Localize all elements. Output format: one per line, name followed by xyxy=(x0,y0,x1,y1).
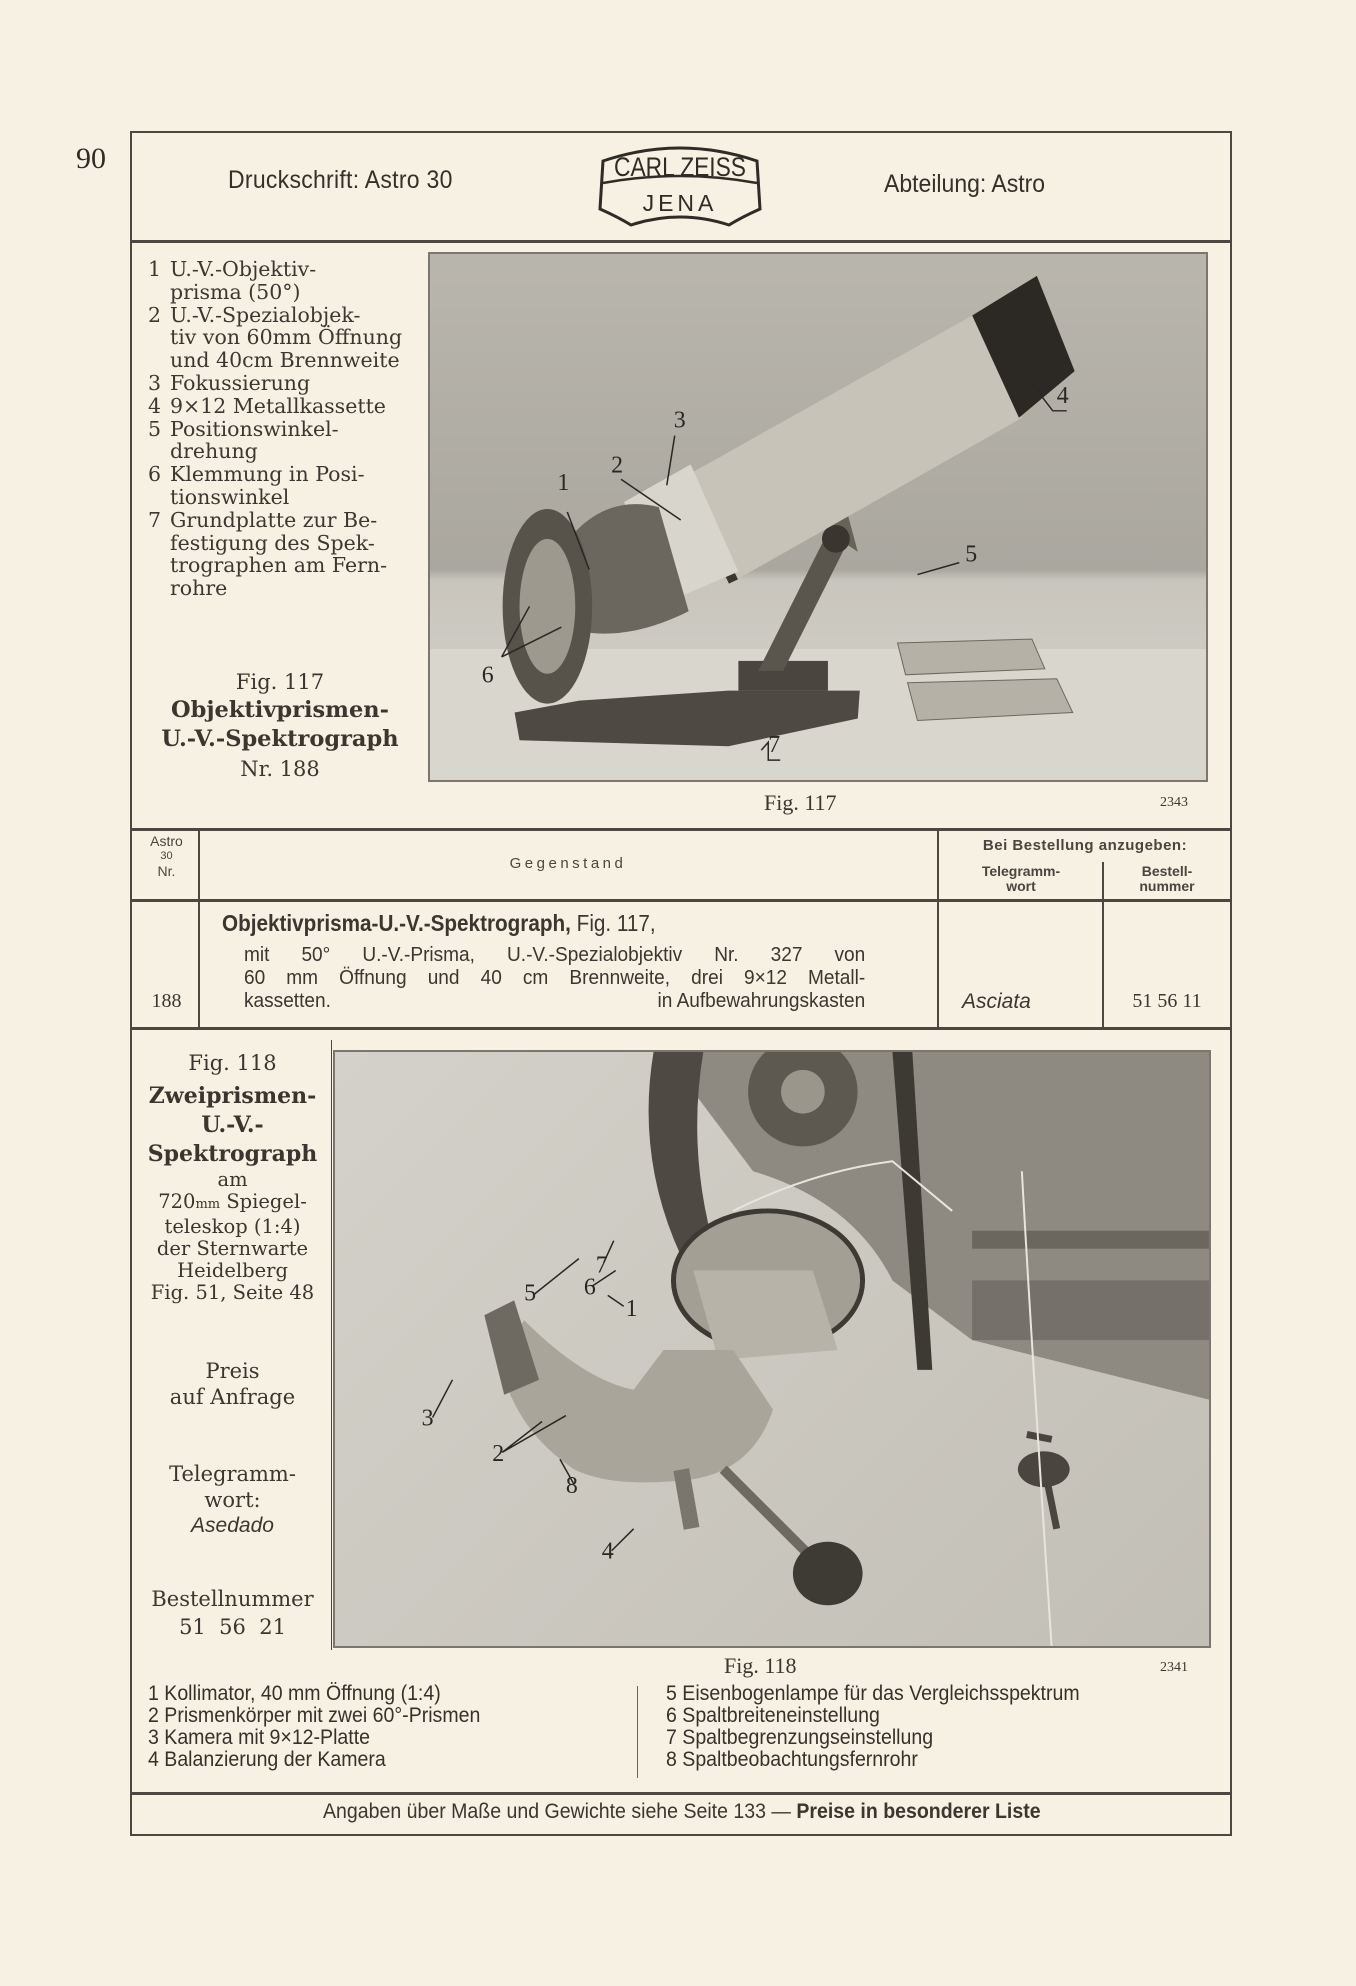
header-nr-line2: 30 xyxy=(160,850,173,862)
table-header-nr xyxy=(135,834,198,879)
fig117-legend-text: prisma (50°) xyxy=(170,279,301,304)
fig118-legend-item: 3 Kamera mit 9×12-Platte xyxy=(148,1726,370,1749)
page-number: 90 xyxy=(76,142,106,175)
row-desc-line3-left: kassetten. xyxy=(244,989,331,1012)
fig117-caption-nr: Nr. 188 xyxy=(240,757,320,781)
fig117-legend-text: und 40cm Brennweite xyxy=(170,348,400,373)
header-divider xyxy=(130,240,1232,243)
fig117-legend-number xyxy=(148,554,170,577)
fig117-legend-line xyxy=(148,281,418,304)
fig117-callout-5: 5 xyxy=(965,541,978,568)
row-desc-line1: mit 50° U.-V.-Prisma, U.-V.-Spezialobjektiv Nr. 327 von xyxy=(244,943,866,966)
fig118-legend-left xyxy=(148,1683,480,1771)
fig118-order xyxy=(135,1585,330,1641)
fig118-callout-3: 3 xyxy=(421,1405,434,1432)
fig117-legend-number: 6 xyxy=(148,462,162,487)
fig117-legend-text: festigung des Spek- xyxy=(170,530,375,555)
fig118-side-rule xyxy=(331,1040,332,1650)
fig118-telegram-word: Asedado xyxy=(191,1514,274,1537)
fig118-legend-item: 7 Spaltbegrenzungseinstellung xyxy=(666,1726,934,1749)
fig117-legend-line xyxy=(148,486,418,509)
publication-label: Druckschrift: Astro 30 xyxy=(228,166,453,194)
fig117-legend-text: tiv von 60mm Öffnung xyxy=(170,325,403,350)
fig117-legend-text: Fokussierung xyxy=(170,370,311,395)
fig117-legend-line xyxy=(148,326,418,349)
fig117-callout-2: 2 xyxy=(611,452,624,479)
row-desc-line3 xyxy=(244,989,865,1012)
table-header-item: Gegenstand xyxy=(509,855,627,872)
fig117-legend-number xyxy=(148,486,170,509)
fig117-legend-line xyxy=(148,463,418,486)
footer-divider xyxy=(130,1792,1232,1795)
fig117-legend-number xyxy=(148,577,170,600)
fig118-sub-6: Fig. 51, Seite 48 xyxy=(150,1281,315,1304)
fig117-legend-text: drehung xyxy=(170,439,258,464)
fig117-legend-line xyxy=(148,418,418,441)
fig118-price xyxy=(135,1358,330,1410)
fig117-legend-text: Klemmung in Posi- xyxy=(170,462,365,487)
fig117-legend-line xyxy=(148,304,418,327)
fig118-sub-2 xyxy=(135,1191,330,1216)
fig118-order-no: 51 56 21 xyxy=(179,1615,286,1639)
fig118-legend-item: 2 Prismenkörper mit zwei 60°-Prismen xyxy=(148,1704,481,1727)
fig118-sub-2-num: 720 xyxy=(158,1190,196,1213)
table-header-rule xyxy=(130,899,1232,902)
fig117-legend-text: U.-V.-Objektiv- xyxy=(170,257,317,281)
footer-note xyxy=(132,1800,1232,1824)
fig118-price-line1: Preis xyxy=(205,1359,260,1383)
table-row-nr: 188 xyxy=(151,990,182,1012)
carl-zeiss-logo xyxy=(597,139,763,227)
fig117-legend-number: 4 xyxy=(148,393,162,418)
fig118-caption-fig: Fig. 118 xyxy=(188,1051,277,1075)
fig118-telegram-label-2: wort: xyxy=(204,1488,261,1512)
fig117-legend-number xyxy=(148,532,170,555)
fig117-legend-line xyxy=(148,372,418,395)
fig118-legend-item: 8 Spaltbeobachtungsfernrohr xyxy=(666,1748,918,1771)
logo-text-top: CARL ZEISS xyxy=(614,152,746,182)
fig118-title-2: U.-V.- xyxy=(201,1112,264,1138)
table-row-title xyxy=(222,910,656,937)
fig118-telegram-label-1: Telegramm- xyxy=(169,1462,296,1486)
fig117-legend-text: tionswinkel xyxy=(170,484,290,509)
row-title-main: Objektivprisma-U.-V.-Spektrograph, xyxy=(222,910,571,936)
fig117-legend-text: trographen am Fern- xyxy=(170,553,388,578)
fig117-legend-line xyxy=(148,532,418,555)
footer-bold-text: Preise in besonderer Liste xyxy=(796,1800,1041,1823)
fig117-legend-line xyxy=(148,509,418,532)
fig118-caption xyxy=(135,1050,330,1304)
fig117-legend-text: U.-V.-Spezialobjek- xyxy=(170,302,361,327)
fig118-callout-8: 8 xyxy=(565,1473,578,1500)
fig117-caption xyxy=(140,668,420,784)
fig117-legend-text: Grundplatte zur Be- xyxy=(170,507,378,532)
fig117-legend-text: Positionswinkel- xyxy=(170,416,339,441)
fig117-callout-3: 3 xyxy=(673,407,686,434)
table-col-rule-item xyxy=(937,829,939,1027)
fig117-legend-number xyxy=(148,440,170,463)
fig118-legend-right xyxy=(666,1683,1080,1771)
fig117-legend-number: 7 xyxy=(148,507,162,532)
fig118-callout-6: 6 xyxy=(583,1274,596,1301)
fig117-callout-7: 7 xyxy=(768,732,781,759)
header-nr-line1: Astro xyxy=(150,833,183,849)
fig118-legend-item: 1 Kollimator, 40 mm Öffnung (1:4) xyxy=(148,1682,441,1705)
fig118-callout-2: 2 xyxy=(492,1441,505,1468)
table-bottom-rule xyxy=(130,1027,1232,1030)
fig118-sub-1: am xyxy=(217,1168,248,1191)
table-row-telegram: Asciata xyxy=(962,990,1031,1013)
header-order-no-line2: nummer xyxy=(1139,878,1195,894)
fig118-order-label: Bestellnummer xyxy=(151,1587,314,1611)
footer-text: Angaben über Maße und Gewichte siehe Seite 133 — xyxy=(323,1800,797,1823)
fig117-photo xyxy=(428,252,1208,782)
fig118-telegram xyxy=(135,1461,330,1539)
fig118-photo xyxy=(333,1050,1211,1648)
table-top-rule xyxy=(130,828,1232,831)
fig118-callout-5: 5 xyxy=(524,1280,537,1307)
fig117-caption-fig: Fig. 117 xyxy=(235,670,325,694)
fig117-legend xyxy=(148,258,418,600)
fig118-title-3: Spektrograph xyxy=(147,1141,318,1167)
logo-text-bottom: JENA xyxy=(642,190,718,216)
fig117-legend-line xyxy=(148,577,418,600)
fig118-callout-7a: 7 xyxy=(595,1252,608,1279)
row-title-fig-ref: Fig. 117, xyxy=(576,910,656,936)
fig117-legend-line xyxy=(148,440,418,463)
fig117-legend-number: 5 xyxy=(148,416,162,441)
fig117-legend-number: 3 xyxy=(148,370,162,395)
table-row-description xyxy=(244,943,865,1012)
department-label: Abteilung: Astro xyxy=(884,170,1046,198)
table-header-order-group: Bei Bestellung anzugeben: xyxy=(982,837,1188,854)
fig118-legend-rule xyxy=(637,1686,638,1778)
fig117-callout-4: 4 xyxy=(1056,382,1069,409)
fig117-legend-text: rohre xyxy=(170,576,228,601)
fig118-callout-1: 1 xyxy=(625,1296,638,1323)
fig117-legend-number xyxy=(148,326,170,349)
fig117-legend-line xyxy=(148,349,418,372)
fig118-sub-3: teleskop (1:4) xyxy=(164,1215,301,1238)
fig118-label: Fig. 118 xyxy=(724,1653,797,1678)
table-header-telegram xyxy=(940,864,1102,894)
fig117-legend-number: 2 xyxy=(148,302,162,327)
fig117-caption-title-2: U.-V.-Spektrograph xyxy=(161,726,399,752)
fig118-sub-4: der Sternwarte xyxy=(156,1237,309,1260)
fig117-legend-line xyxy=(148,554,418,577)
header-telegram-line2: wort xyxy=(1006,878,1036,894)
header-order-no-line1: Bestell- xyxy=(1141,863,1193,879)
fig117-callout-1: 1 xyxy=(557,470,570,497)
fig117-plate-number: 2343 xyxy=(1160,795,1188,810)
fig118-callout-4: 4 xyxy=(601,1538,614,1565)
fig118-title-1: Zweiprismen- xyxy=(148,1083,317,1109)
fig117-legend-number xyxy=(148,349,170,372)
fig118-legend-item: 6 Spaltbreiteneinstellung xyxy=(666,1704,880,1727)
fig118-plate-number: 2341 xyxy=(1160,1660,1188,1675)
table-row-order-no: 51 56 11 xyxy=(1132,990,1202,1012)
fig118-sub-2-unit: mm xyxy=(195,1197,221,1212)
fig118-legend-item: 4 Balanzierung der Kamera xyxy=(148,1748,386,1771)
row-desc-line2: 60 mm Öffnung und 40 cm Brennweite, drei 9×12 Metall- xyxy=(244,966,866,989)
fig117-legend-line xyxy=(148,395,418,418)
fig117-callout-6: 6 xyxy=(481,662,494,689)
row-desc-line3-right: in Aufbewahrungskasten xyxy=(657,989,866,1012)
header-telegram-line1: Telegramm- xyxy=(981,863,1061,879)
fig118-sub-5: Heidelberg xyxy=(177,1259,288,1282)
fig117-legend-line xyxy=(148,258,418,281)
fig117-legend-number xyxy=(148,281,170,304)
fig117-legend-number: 1 xyxy=(148,257,162,281)
fig117-label: Fig. 117 xyxy=(764,790,837,815)
fig118-sub-2-rest: Spiegel- xyxy=(226,1190,307,1213)
fig117-caption-title-1: Objektivprismen- xyxy=(170,697,389,723)
table-header-order-no xyxy=(1104,864,1230,894)
header-nr-line3: Nr. xyxy=(157,863,176,879)
fig118-price-line2: auf Anfrage xyxy=(169,1385,296,1409)
fig117-legend-text: 9×12 Metallkassette xyxy=(170,393,386,418)
fig118-legend-item: 5 Eisenbogenlampe für das Vergleichsspektrum xyxy=(666,1682,1080,1705)
